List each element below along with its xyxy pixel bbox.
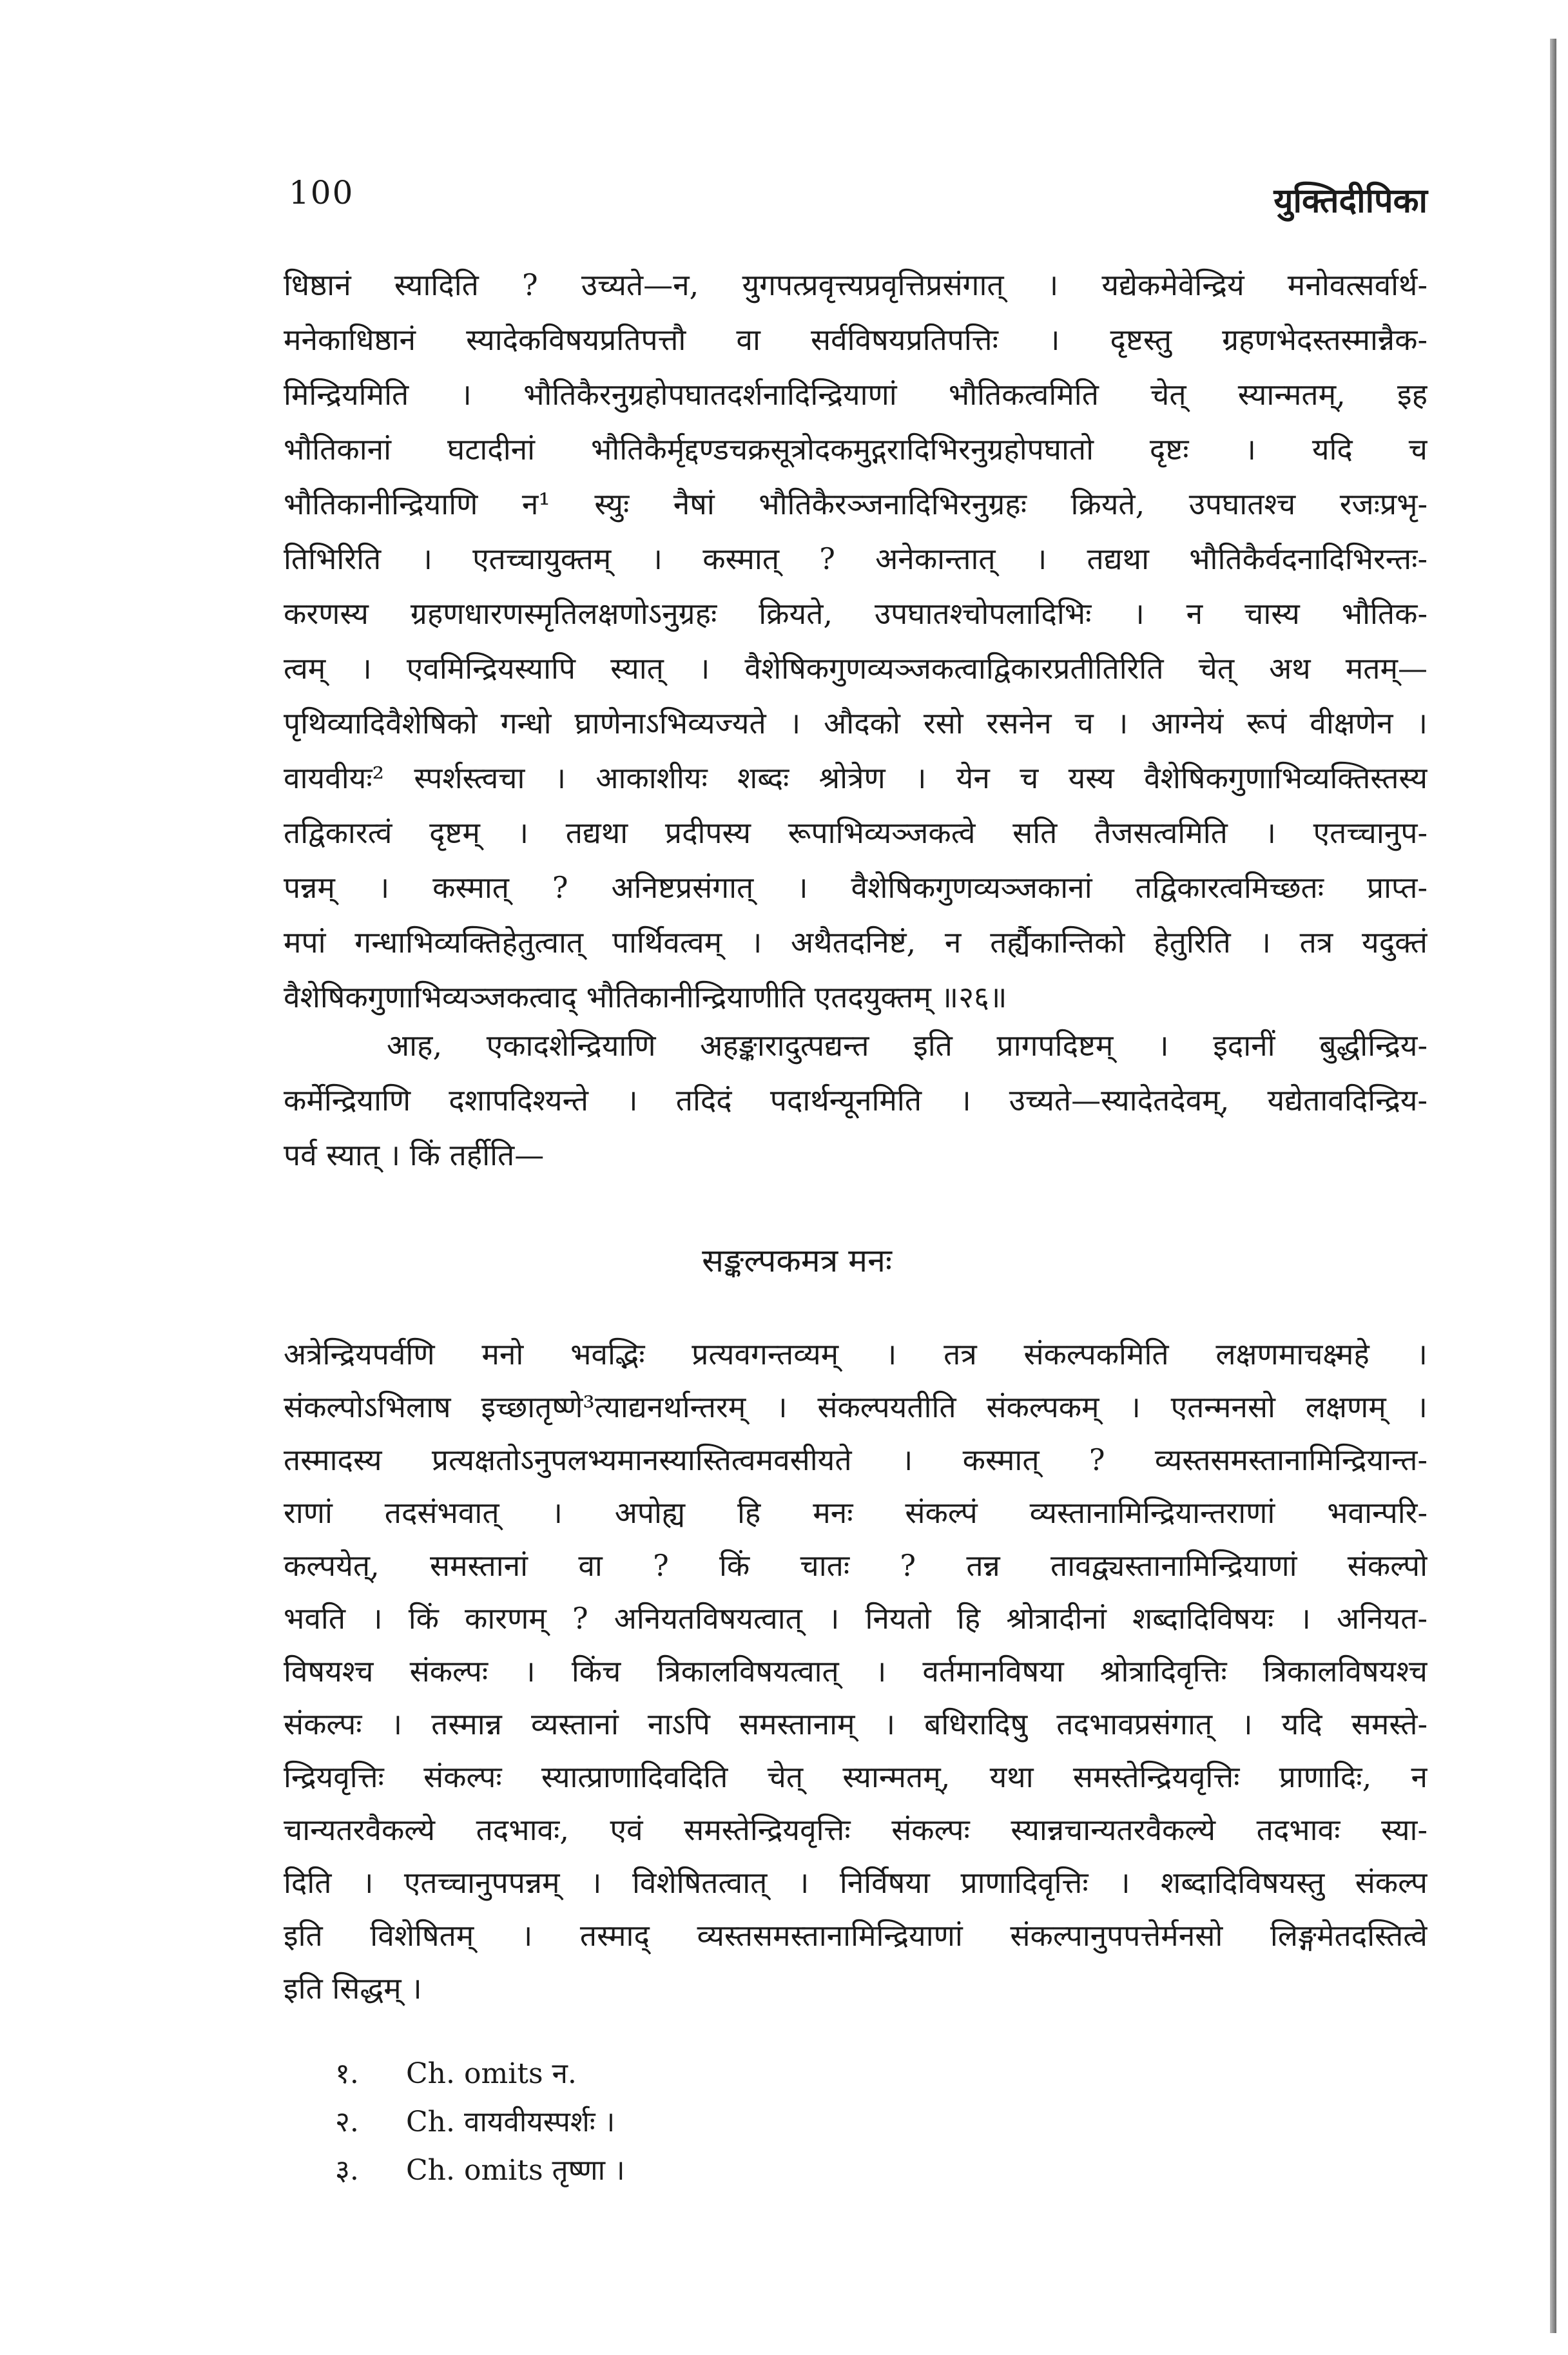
text-line: पृथिव्यादिवैशेषिको गन्धो घ्राणेनाऽभिव्यज्यते । औदको रसो रसनेन च । आग्नेयं रूपं वीक्षणेन ।	[284, 706, 1428, 741]
footnote	[335, 2050, 1237, 2098]
footnote-text: Ch. omits न.	[406, 2057, 577, 2090]
footnote	[335, 2098, 1237, 2146]
text-line: कर्मेन्द्रियाणि दशापदिश्यन्ते । तदिदं पदार्थन्यूनमिति । उच्यते—स्यादेतदेवम्, यद्येतावदिन्द्रिय-	[284, 1083, 1428, 1118]
footnote-number: १.	[335, 2057, 359, 2090]
text-line: धिष्ठानं स्यादिति ? उच्यते—न, युगपत्प्रवृत्त्यप्रवृत्तिप्रसंगात् । यद्येकमेवेन्द्रियं मनोवत्सर्वार्थ-	[284, 267, 1428, 302]
running-title: युक्तिदीपिका	[1273, 181, 1428, 220]
footnote-text: Ch. omits तृष्णा ।	[406, 2154, 625, 2187]
text-line: त्वम् । एवमिन्द्रियस्यापि स्यात् । वैशेषिकगुणव्यञ्जकत्वाद्विकारप्रतीतिरिति चेत् अथ मतम्—	[284, 651, 1428, 686]
text-line: वैशेषिकगुणाभिव्यञ्जकत्वाद् भौतिकानीन्द्रियाणीति एतदयुक्तम् ॥२६॥	[284, 980, 1007, 1014]
text-line: मनेकाधिष्ठानं स्यादेकविषयप्रतिपत्तौ वा सर्वविषयप्रतिपत्तिः । दृष्टस्तु ग्रहणभेदस्तस्मान्नैक-	[284, 322, 1428, 357]
paragraph-1	[284, 258, 1428, 1025]
footnote-text: Ch. वायवीयस्पर्शः ।	[406, 2106, 615, 2138]
text-line: मिन्द्रियमिति । भौतिकैरनुग्रहोपघातदर्शनादिन्द्रियाणां भौतिकत्वमिति चेत् स्यान्मतम्, इह	[284, 377, 1428, 412]
footnotes	[335, 2050, 1237, 2195]
text-line: कल्पयेत्, समस्तानां वा ? किं चातः ? तन्न तावद्व्यस्तानामिन्द्रियाणां संकल्पो	[284, 1548, 1428, 1583]
text-line: पर्व स्यात् । किं तर्हीति—	[284, 1138, 545, 1172]
text-line: न्द्रियवृत्तिः संकल्पः स्यात्प्राणादिवदिति चेत् स्यान्मतम्, यथा समस्तेन्द्रियवृत्तिः प्राणादिः, न	[284, 1759, 1428, 1794]
text-line: भौतिकानां घटादीनां भौतिकैर्मृद्दण्डचक्रसूत्रोदकमुद्गरादिभिरनुग्रहोपघातो दृष्टः । यदि च	[284, 432, 1428, 467]
text-line: अत्रेन्द्रियपर्वणि मनो भवद्भिः प्रत्यवगन्तव्यम् । तत्र संकल्पकमिति लक्षणमाचक्ष्महे ।	[284, 1337, 1428, 1371]
text-line: संकल्पः । तस्मान्न व्यस्तानां नाऽपि समस्तानाम् । बधिरादिषु तदभावप्रसंगात् । यदि समस्ते-	[284, 1707, 1428, 1741]
paragraph-3	[284, 1328, 1428, 2015]
page-header	[284, 174, 1428, 232]
page-binding-edge	[1550, 39, 1556, 2333]
text-line: आह, एकादशेन्द्रियाणि अहङ्कारादुत्पद्यन्त इति प्रागपदिष्टम् । इदानीं बुद्धीन्द्रिय-	[387, 1028, 1428, 1063]
text-line: भवति । किं कारणम् ? अनियतविषयत्वात् । नियतो हि श्रोत्रादीनां शब्दादिविषयः । अनियत-	[284, 1601, 1428, 1636]
text-line: मपां गन्धाभिव्यक्तिहेतुत्वात् पार्थिवत्वम् । अथैतदनिष्टं, न तर्ह्यैकान्तिको हेतुरिति । तत्र यदुक्तं	[284, 925, 1428, 960]
text-line: इति सिद्धम् ।	[284, 1971, 422, 2006]
text-line: वायवीयः² स्पर्शस्त्वचा । आकाशीयः शब्दः श्रोत्रेण । येन च यस्य वैशेषिकगुणाभिव्यक्तिस्तस्य	[284, 761, 1428, 795]
text-line: पन्नम् । कस्मात् ? अनिष्टप्रसंगात् । वैशेषिकगुणव्यञ्जकानां तद्विकारत्वमिच्छतः प्राप्त-	[284, 870, 1428, 905]
text-line: तिभिरिति । एतच्चायुक्तम् । कस्मात् ? अनेकान्तात् । तद्यथा भौतिकैर्वदनादिभिरन्तः-	[284, 541, 1428, 576]
paragraph-2	[284, 1018, 1428, 1183]
text-line: तस्मादस्य प्रत्यक्षतोऽनुपलभ्यमानस्यास्तित्वमवसीयते । कस्मात् ? व्यस्तसमस्तानामिन्द्रियान्त-	[284, 1442, 1428, 1477]
footnote-number: २.	[335, 2106, 359, 2138]
text-line: चान्यतरवैकल्ये तदभावः, एवं समस्तेन्द्रियवृत्तिः संकल्पः स्यान्नचान्यतरवैकल्ये तदभावः स्या-	[284, 1812, 1428, 1847]
text-line: राणां तदसंभवात् । अपोह्य हि मनः संकल्पं व्यस्तानामिन्द्रियान्तराणां भवान्परि-	[284, 1495, 1428, 1530]
page-number: 100	[289, 174, 354, 211]
text-line: दिति । एतच्चानुपपन्नम् । विशेषितत्वात् । निर्विषया प्राणादिवृत्तिः । शब्दादिविषयस्तु संकल्प	[284, 1865, 1428, 1900]
text-line: संकल्पोऽभिलाष इच्छातृष्णे³त्याद्यनर्थान्तरम् । संकल्पयतीति संकल्पकम् । एतन्मनसो लक्षणम् ।	[284, 1390, 1428, 1424]
footnote-number: ३.	[335, 2154, 359, 2187]
text-line: तद्विकारत्वं दृष्टम् । तद्यथा प्रदीपस्य रूपाभिव्यञ्जकत्वे सति तैजसत्वमिति । एतच्चानुप-	[284, 815, 1428, 850]
text-line: करणस्य ग्रहणधारणस्मृतिलक्षणोऽनुग्रहः क्रियते, उपघातश्चोपलादिभिः । न चास्य भौतिक-	[284, 596, 1428, 631]
footnote	[335, 2146, 1237, 2195]
text-line: विषयश्च संकल्पः । किंच त्रिकालविषयत्वात् । वर्तमानविषया श्रोत्रादिवृत्तिः त्रिकालविषयश्च	[284, 1654, 1428, 1689]
text-line: भौतिकानीन्द्रियाणि न¹ स्युः नैषां भौतिकैरञ्जनादिभिरनुग्रहः क्रियते, उपघातश्च रजःप्रभृ-	[284, 487, 1428, 521]
section-heading: सङ्कल्पकमत्र मनः	[702, 1242, 892, 1279]
text-line: इति विशेषितम् । तस्माद् व्यस्तसमस्तानामिन्द्रियाणां संकल्पानुपपत्तेर्मनसो लिङ्गमेतदस्तित्वे	[284, 1918, 1428, 1953]
